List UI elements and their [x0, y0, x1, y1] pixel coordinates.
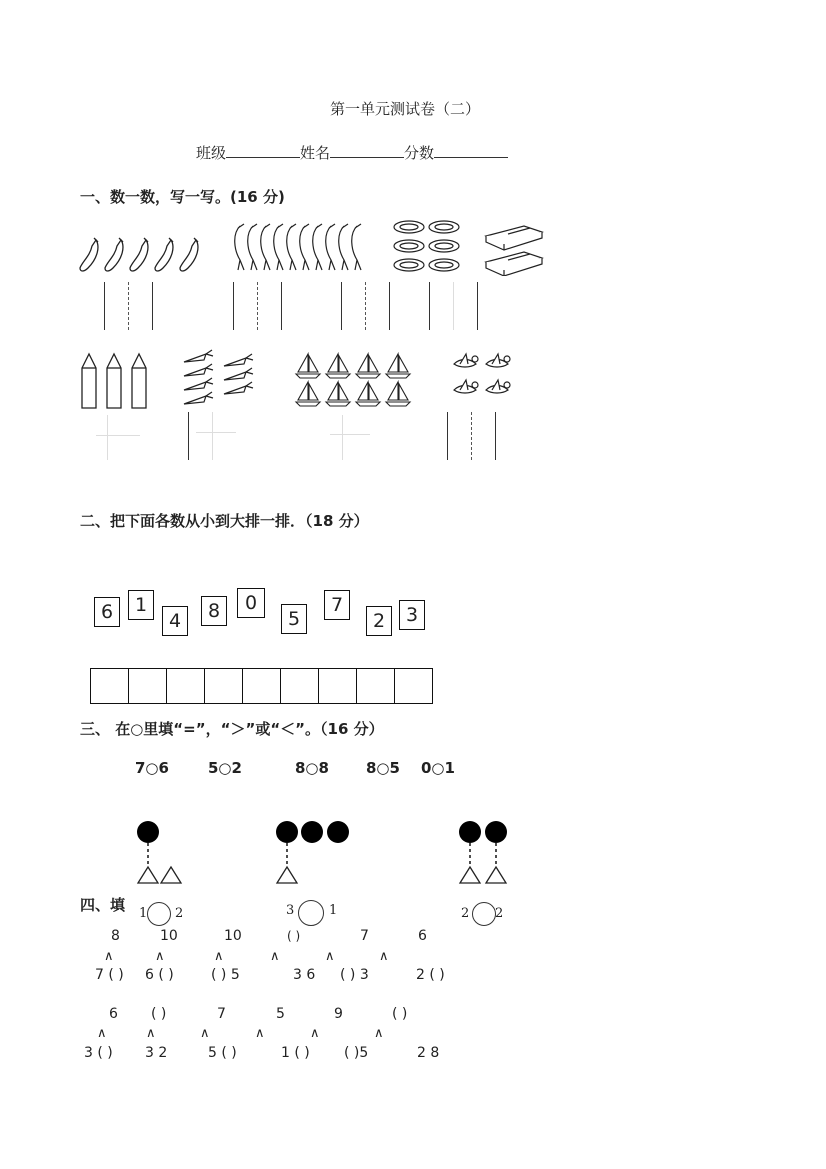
writing-line-dashed — [365, 282, 366, 330]
black-ball — [485, 821, 507, 843]
answer-circle[interactable] — [147, 902, 171, 926]
score-blank[interactable] — [434, 143, 508, 158]
bond-top[interactable]: ( ) — [287, 929, 301, 943]
bond-top[interactable]: ( ) — [151, 1006, 167, 1022]
black-ball — [276, 821, 298, 843]
number-card: 5 — [281, 604, 307, 634]
triangle-diagram — [130, 843, 550, 887]
bond-caret: ∧ — [270, 949, 280, 964]
bond-top: 7 — [360, 928, 369, 944]
bond-left-number: 2 — [461, 906, 470, 921]
bond-caret: ∧ — [310, 1026, 320, 1041]
name-blank[interactable] — [330, 143, 404, 158]
bond-caret: ∧ — [146, 1026, 156, 1041]
answer-box[interactable] — [395, 669, 432, 703]
writing-line-ghost — [196, 432, 236, 433]
writing-line-ghost — [96, 435, 140, 436]
bond-bottom[interactable]: 7 ( ) — [95, 967, 124, 983]
bond-bottom[interactable]: ( ) 3 — [340, 967, 369, 983]
pencil-icon — [78, 352, 150, 410]
bond-right-number: 2 — [175, 906, 184, 921]
section1-heading: 一、数一数，写一写。(16 分) — [80, 188, 285, 206]
score-label: 分数 — [404, 144, 435, 162]
plate-icon — [392, 218, 462, 274]
bird-icon — [450, 350, 514, 404]
bond-bottom: 2 8 — [417, 1045, 440, 1061]
bond-bottom[interactable]: 2 ( ) — [416, 967, 445, 983]
bond-left-number: 1 — [139, 906, 148, 921]
eggplant-icon — [78, 236, 204, 276]
bond-caret: ∧ — [325, 949, 335, 964]
number-card: 3 — [399, 600, 425, 630]
black-ball — [327, 821, 349, 843]
bond-top: 6 — [418, 928, 427, 944]
answer-boxes — [90, 668, 433, 704]
section2-heading: 二、把下面各数从小到大排一排．（18 分） — [80, 512, 369, 530]
black-ball — [301, 821, 323, 843]
bond-top: 10 — [224, 928, 242, 944]
number-card: 4 — [162, 606, 188, 636]
writing-line — [447, 412, 448, 460]
bond-top: 10 — [160, 928, 178, 944]
answer-box[interactable] — [167, 669, 205, 703]
bond-caret: ∧ — [97, 1026, 107, 1041]
writing-line-ghost — [330, 434, 370, 435]
bond-bottom[interactable]: 1 ( ) — [281, 1045, 310, 1061]
shrimp-icon — [230, 220, 368, 276]
compare-item[interactable]: 8○8 — [295, 759, 329, 777]
section4-heading: 四、填 — [80, 896, 126, 914]
writing-line-ghost — [342, 415, 343, 460]
compare-item[interactable]: 7○6 — [135, 759, 169, 777]
bond-bottom[interactable]: 5 ( ) — [208, 1045, 237, 1061]
writing-line — [152, 282, 153, 330]
compare-item[interactable]: 0○1 — [421, 759, 455, 777]
number-card: 0 — [237, 588, 265, 618]
writing-line-dashed — [128, 282, 129, 330]
bond-top: 8 — [111, 928, 120, 944]
black-ball — [137, 821, 159, 843]
writing-line — [477, 282, 478, 330]
bond-caret: ∧ — [200, 1026, 210, 1041]
number-card: 8 — [201, 596, 227, 626]
number-card: 6 — [94, 597, 120, 627]
bond-top: 9 — [334, 1006, 343, 1022]
answer-box[interactable] — [357, 669, 395, 703]
compare-item[interactable]: 5○2 — [208, 759, 242, 777]
student-info-line — [196, 142, 508, 163]
writing-line-dashed — [471, 412, 472, 460]
class-blank[interactable] — [226, 143, 300, 158]
bond-bottom[interactable]: ( ) 5 — [211, 967, 240, 983]
writing-line — [233, 282, 234, 330]
bond-bottom[interactable]: 6 ( ) — [145, 967, 174, 983]
bond-left-number: 3 — [286, 903, 295, 918]
compare-item[interactable]: 8○5 — [366, 759, 400, 777]
bond-top: 6 — [109, 1006, 118, 1022]
writing-line — [188, 412, 189, 460]
bond-bottom: 3 2 — [145, 1045, 168, 1061]
black-ball — [459, 821, 481, 843]
bond-top: 5 — [276, 1006, 285, 1022]
number-card: 2 — [366, 606, 392, 636]
answer-box[interactable] — [243, 669, 281, 703]
writing-line — [495, 412, 496, 460]
bond-bottom[interactable]: ( )5 — [344, 1045, 369, 1061]
answer-circle[interactable] — [472, 902, 496, 926]
answer-box[interactable] — [91, 669, 129, 703]
bond-right-number: 2 — [495, 906, 504, 921]
bond-bottom[interactable]: 3 ( ) — [84, 1045, 113, 1061]
page-title: 第一单元测试卷（二） — [330, 100, 481, 118]
carrot-icon — [180, 348, 262, 410]
writing-line — [429, 282, 430, 330]
bond-caret: ∧ — [155, 949, 165, 964]
answer-box[interactable] — [281, 669, 319, 703]
bond-caret: ∧ — [104, 949, 114, 964]
writing-line — [341, 282, 342, 330]
writing-line-ghost — [212, 412, 213, 460]
writing-line — [281, 282, 282, 330]
bond-caret: ∧ — [255, 1026, 265, 1041]
section3-heading: 三、 在○里填“=”，“＞”或“＜”。（16 分） — [80, 720, 384, 738]
bond-top[interactable]: ( ) — [392, 1006, 408, 1022]
bond-top: 7 — [217, 1006, 226, 1022]
answer-circle[interactable] — [298, 900, 324, 926]
writing-line-dashed — [257, 282, 258, 330]
name-label: 姓名 — [300, 144, 331, 162]
bond-right-number: 1 — [329, 903, 338, 918]
bond-caret: ∧ — [374, 1026, 384, 1041]
writing-line-ghost — [453, 282, 454, 330]
class-label: 班级 — [196, 144, 227, 162]
bond-caret: ∧ — [379, 949, 389, 964]
writing-line-ghost — [107, 415, 108, 460]
number-card: 7 — [324, 590, 350, 620]
writing-line — [104, 282, 105, 330]
bond-bottom: 3 6 — [293, 967, 316, 983]
sailboat-icon — [294, 350, 418, 408]
answer-box[interactable] — [319, 669, 357, 703]
book-icon — [484, 222, 544, 276]
writing-line — [389, 282, 390, 330]
bond-caret: ∧ — [214, 949, 224, 964]
number-card: 1 — [128, 590, 154, 620]
answer-box[interactable] — [129, 669, 167, 703]
answer-box[interactable] — [205, 669, 243, 703]
